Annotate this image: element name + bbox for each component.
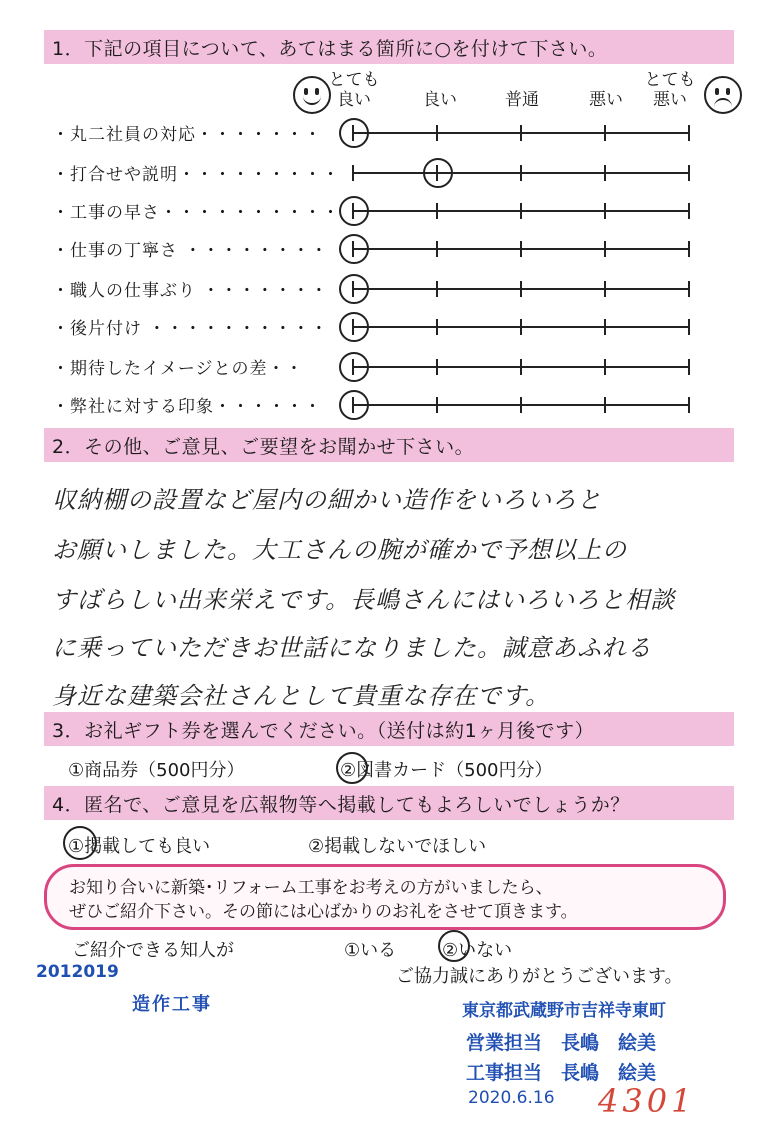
rating-item-label: ・期待したイメージとの差・・ <box>52 359 304 379</box>
rating-tick[interactable] <box>520 241 522 257</box>
rating-tick[interactable] <box>604 203 606 219</box>
scale-bad: 悪い <box>589 90 623 110</box>
rating-tick[interactable] <box>436 125 438 141</box>
rating-item-label: ・工事の早さ・・・・・・・・・・ <box>52 203 340 223</box>
rating-tick[interactable] <box>688 203 690 219</box>
rating-item-label: ・丸二社員の対応・・・・・・・ <box>52 125 322 145</box>
rating-tick[interactable] <box>436 397 438 413</box>
section4-title: 4．匿名で、ご意見を広報物等へ掲載してもよろしいでしょうか？ <box>52 794 630 816</box>
rating-tick[interactable] <box>604 319 606 335</box>
referral-line-1: お知り合いに新築･リフォーム工事をお考えの方がいましたら、 <box>69 878 553 898</box>
comment-line-4: に乗っていただきお世話になりました。誠意あふれる <box>52 634 652 662</box>
rating-tick[interactable] <box>520 319 522 335</box>
rating-tick[interactable] <box>688 125 690 141</box>
rating-scale-line <box>353 326 690 328</box>
rating-scale-line <box>353 210 690 212</box>
gift-option-book-card[interactable]: ②図書カード（500円分） <box>340 760 553 781</box>
publish-option-no[interactable]: ②掲載しないでほしい <box>308 836 487 857</box>
rating-tick[interactable] <box>688 397 690 413</box>
rating-tick[interactable] <box>520 125 522 141</box>
rating-scale-line <box>353 366 690 368</box>
rating-item-label: ・職人の仕事ぶり ・・・・・・・ <box>52 281 329 301</box>
rating-tick[interactable] <box>520 165 522 181</box>
rating-tick[interactable] <box>604 359 606 375</box>
rating-item-label: ・仕事の丁寧さ ・・・・・・・・ <box>52 241 329 261</box>
rating-tick[interactable] <box>688 165 690 181</box>
thanks-message: ご協力誠にありがとうございます。 <box>396 966 683 987</box>
comment-line-2: お願いしました。大工さんの腕が確かで予想以上の <box>52 536 627 564</box>
rating-tick[interactable] <box>436 241 438 257</box>
rating-tick[interactable] <box>604 241 606 257</box>
rating-selection-circle <box>339 352 369 382</box>
rating-tick[interactable] <box>436 203 438 219</box>
stamp-sales-rep: 営業担当 長嶋 絵美 <box>466 1032 657 1054</box>
referral-line-2: ぜひご紹介下さい。その節には心ばかりのお礼をさせて頂きます。 <box>69 902 578 922</box>
scale-very-bad: とても 悪い <box>644 70 696 110</box>
rating-tick[interactable] <box>688 281 690 297</box>
rating-tick[interactable] <box>436 359 438 375</box>
rating-selection-circle <box>339 312 369 342</box>
rating-tick[interactable] <box>604 125 606 141</box>
referral-selection-circle <box>438 930 470 962</box>
rating-tick[interactable] <box>436 319 438 335</box>
rating-item-label: ・後片付け ・・・・・・・・・・ <box>52 319 329 339</box>
section3-title: 3．お礼ギフト券を選んでください。（送付は約1ヶ月後です） <box>52 720 595 742</box>
rating-scale-line <box>353 404 690 406</box>
frowning-face-icon <box>704 76 742 114</box>
rating-tick[interactable] <box>688 319 690 335</box>
section4-header <box>44 786 734 820</box>
section3-header <box>44 712 734 746</box>
rating-scale-line <box>353 172 690 174</box>
referral-option-no[interactable]: ②いない <box>442 940 513 961</box>
rating-tick[interactable] <box>604 281 606 297</box>
section1-header <box>44 30 734 64</box>
rating-tick[interactable] <box>436 281 438 297</box>
comment-line-3: すばらしい出来栄えです。長嶋さんにはいろいろと相談 <box>52 586 676 614</box>
rating-tick[interactable] <box>688 241 690 257</box>
rating-selection-circle <box>423 158 453 188</box>
comment-line-1: 収納棚の設置など屋内の細かい造作をいろいろと <box>52 486 602 514</box>
rating-item-label: ・打合せや説明・・・・・・・・・ <box>52 165 340 185</box>
handwritten-number: 4301 <box>598 1082 696 1120</box>
scale-normal: 普通 <box>505 90 539 110</box>
stamp-construction-rep: 工事担当 長嶋 絵美 <box>466 1062 657 1084</box>
section1-title: 1．下記の項目について、あてはまる箇所に○を付けて下さい。 <box>52 38 608 60</box>
referral-question: ご紹介できる知人が <box>72 940 234 961</box>
rating-selection-circle <box>339 234 369 264</box>
rating-selection-circle <box>339 274 369 304</box>
rating-tick[interactable] <box>604 397 606 413</box>
rating-selection-circle <box>339 196 369 226</box>
rating-tick[interactable] <box>520 203 522 219</box>
scale-very-good: とても 良い <box>328 70 380 110</box>
comment-line-5: 身近な建築会社さんとして貴重な存在です。 <box>52 682 551 710</box>
stamp-work-type: 造作工事 <box>132 994 212 1015</box>
rating-selection-circle <box>339 390 369 420</box>
rating-tick[interactable] <box>604 165 606 181</box>
section2-title: 2．その他、ご意見、ご要望をお聞かせ下さい。 <box>52 436 475 458</box>
rating-scale-line <box>353 288 690 290</box>
rating-tick[interactable] <box>352 165 354 181</box>
publish-option-ok[interactable]: ①掲載しても良い <box>68 836 211 857</box>
rating-scale-line <box>353 132 690 134</box>
publish-selection-circle <box>63 826 97 860</box>
rating-item-label: ・弊社に対する印象・・・・・・ <box>52 397 322 417</box>
rating-tick[interactable] <box>520 281 522 297</box>
stamp-code: 2012019 <box>36 962 119 982</box>
section2-header <box>44 428 734 462</box>
rating-selection-circle <box>339 118 369 148</box>
gift-option-product-voucher[interactable]: ①商品券（500円分） <box>68 760 245 781</box>
stamp-date: 2020.6.16 <box>468 1088 555 1108</box>
referral-option-yes[interactable]: ①いる <box>344 940 397 961</box>
stamp-address: 東京都武蔵野市吉祥寺東町 <box>462 1001 666 1021</box>
smiley-face-icon <box>293 76 331 114</box>
rating-scale-line <box>353 248 690 250</box>
rating-tick[interactable] <box>688 359 690 375</box>
rating-tick[interactable] <box>520 397 522 413</box>
referral-box <box>44 864 726 930</box>
scale-good: 良い <box>423 90 457 110</box>
rating-tick[interactable] <box>520 359 522 375</box>
gift-selection-circle <box>336 752 368 784</box>
